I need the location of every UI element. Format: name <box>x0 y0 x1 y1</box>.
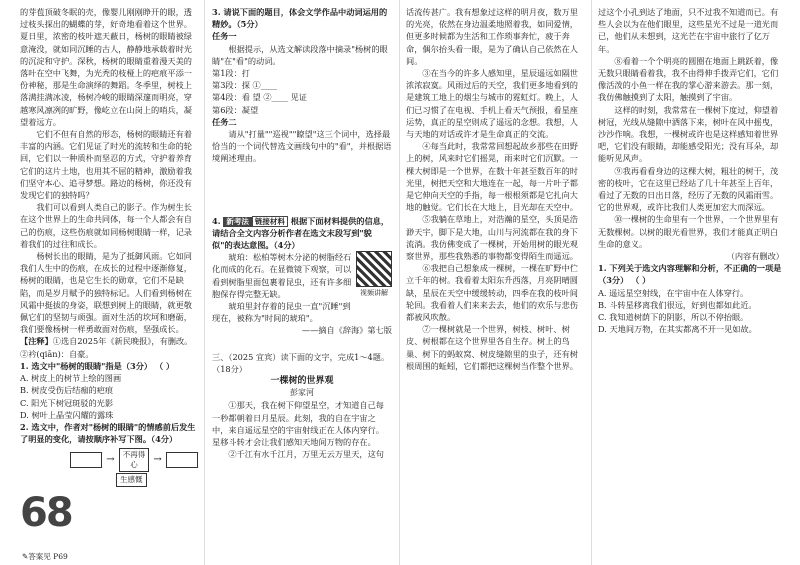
paragraph: ⑤我躺在草地上，对浩瀚的星空，头顶是浩渺天宇，脚下是大地，山川与河流都在我的身下流淌。我仿佛变成了一棵树，开始用树的眼光观察世界，那些我熟悉的事物都变得陌生而遥远。 <box>406 214 578 262</box>
option-d[interactable]: D. 天地间万物，在其实都离不开一见如故。 <box>598 324 757 335</box>
paragraph: ③在当今的许多人感知里，星辰遥远如隔世浓浓寂寞。风雨过后的天空，我们更多地看到的是建筑工地上的烟尘与城市的霓虹灯。晚上，人们已习惯了在电视、手机上看天气预报，看星座运势，真正的星空则成了遥远的念想。我想，人与天地的对话或许才是生命真正的交流。 <box>406 68 578 140</box>
flow-blank[interactable] <box>70 452 102 468</box>
note-2: ②衿(qiān)：自豪。 <box>20 348 94 359</box>
flow-diagram <box>70 448 198 472</box>
arrow-icon: → <box>106 454 115 466</box>
material-source: ——摘自《辞海》第七版 <box>301 325 392 336</box>
source-note: （内容有删改） <box>726 251 784 262</box>
answer-blank[interactable]: （ ） <box>154 360 175 371</box>
paragraph: ⑦一棵树就是一个世界，树枝、树叶、树皮、树根都在这个世界里各自生存。树上的鸟巢、树下的蚂蚁窝、树皮缝隙里的虫子，还有树根周围的蚯蚓，它们都把这棵树当作整个世界。 <box>406 324 578 371</box>
paragraph: 这样的时刻，我常常在一棵树下度过，仰望着树冠，光线从缝隙中洒落下来，树叶在风中摇曳，沙沙作响。我想，一棵树或许也是这样感知着世界吧，它们没有眼睛，却能感受阳光；没有耳朵，却能听见风声。 <box>598 104 779 164</box>
fill-line: 第6段：凝望 <box>212 104 259 115</box>
paragraph: ②千江有水千江月，万里无云万里天，这句 <box>228 449 384 460</box>
arrow-icon: → <box>153 454 162 466</box>
column-3 <box>406 6 584 372</box>
flow-box-1: 不再得心 <box>119 448 150 472</box>
qr-block[interactable] <box>356 251 392 324</box>
fill-line[interactable]: 第3段：探 ①____ <box>212 80 278 91</box>
option-c[interactable]: C. 我知道树荫下的阴影，所以不停抬眼。 <box>598 312 749 323</box>
column-1 <box>20 6 198 490</box>
question-4-text: 根据下面材料提供的信息，请结合全文内容分析作者在选文末段写到"貌似"的表达意图。（4分） <box>212 215 390 251</box>
task-2-label: 任务二 <box>212 116 237 127</box>
question-1 <box>20 360 198 372</box>
answer-ref-text: 答案见 P69 <box>28 552 68 561</box>
paragraph: ⑨我再看看身边的这棵大树，粗壮的树干，茂密的枝叶，它在这里已经站了几十年甚至上百年，看过了无数的日出日落，经历了无数的风霜雨雪。它的世界观，或许比我们人类更加宏大而深远。 <box>598 165 779 213</box>
question-1b <box>598 262 784 286</box>
material-2: 琥珀里封存着的昆虫一直"沉睡"到现在，被称为"时间的琥珀"。 <box>212 301 351 324</box>
question-3: 3. 请说下面的题目，体会文学作品中动词运用的精妙。（5分） <box>212 7 388 30</box>
question-2: 2. 选文中，作者对"杨树的眼睛"的情感前后发生了明显的变化，请按顺序补写下图。（4分） <box>20 421 196 445</box>
task-1-text: 根据提示，从选文解读段落中摘录"杨树的眼睛"在"看"的动词。 <box>212 43 388 66</box>
column-divider <box>591 0 592 565</box>
article-author: 彭家河 <box>290 388 314 398</box>
paragraph: ①那天，我在树下仰望星空，才知道自己每一秒都朝着日月星辰。此刻，我的自在宇宙之中，来自遥远星空的宇宙射线正在人体内穿行。星移斗转才会让我们感知天地间万物的存在。 <box>212 400 384 448</box>
paragraph: 的芽苞顶破冬眠的壳，像婴儿刚刚睁开的眼，透过枝头探出的蝴蝶的芽，好奇地看着这个世界。夏日里，浓密的枝叶遮天蔽日，杨树的眼睛被绿意淹没，就如同沉睡的古人，静静地承载着时光的沉淀和守护。深秋，杨树的眼睛重着漫天美的落叶在空中飞舞，为光秃的枝桠上的疤痕平添一份神秘，那是生命演绎的舞蹈。冬季里，树枝上落满挂满冰凌，杨树冷峻的眼睛深邃而明亮，穿越寒风凛冽的旷野，像屹立在山岗上的哨兵，凝望着远方。 <box>20 7 192 127</box>
flow-box-2: 生感慨 <box>116 473 147 487</box>
note <box>20 335 198 347</box>
option-a[interactable]: A. 遥远星空射线，在宇宙中在人体穿行。 <box>598 287 749 298</box>
new-method-badge: 新考法 <box>223 217 252 227</box>
column-4 <box>598 6 784 335</box>
page-number: 68 <box>20 490 72 536</box>
option-a[interactable]: A. 树皮上的树节上绘的图画 <box>20 373 122 384</box>
article-title: 一棵树的世界观 <box>270 376 334 387</box>
section-3-heading: 三、（2025 宜宾）读下面的文字，完成1～4题。（18分） <box>212 351 390 374</box>
paragraph: ⑧看着一个个明亮的圆圈在地面上跳跃着，像无数只眼睛看着我，我不由得伸手拨弄它们，它们像活泼的小鱼一样在我的掌心游来游去。那一刻，我仿佛触摸到了太阳，触摸到了宇宙。 <box>598 55 779 103</box>
pencil-icon: ✎ <box>22 552 29 561</box>
paragraph: ⑩一棵树的生命里有一个世界，一个世界里有无数棵树。以树的眼光看世界，我们才能真正明白生命的意义。 <box>598 214 779 249</box>
qr-label: 视频讲解 <box>360 289 388 298</box>
option-b[interactable]: B. 树皮受伤后结痂的疤痕 <box>20 385 114 396</box>
paragraph: ④每当此时，我常常回想起故乡那些在田野上的树，风来时它们摇晃，雨来时它们沉默。一棵大树即是一个世界，在数十年甚至数百年的时光里，树把天空和大地连在一起，每一片叶子都是它伸向天空的手指，每一根根须都是它扎向大地的触觉。它们长在大地上，目光却在天空中。 <box>406 141 578 213</box>
paragraph: 话流传甚广。我有想象过这样的明月夜，数万里的光亮，依然在身边温柔地照着我，如同爱情，但更多时候都为生活和工作琐事奔忙，疲于奔命，偶尔抬头看一眼，是为了确认自己依然在人间。 <box>406 7 578 66</box>
fill-line: 第1段：打 <box>212 68 250 79</box>
paragraph: 过这个小孔到达了地面，只不过我不知道而已。有些人会以为在他们眼里，这些星光不过是一道光而已，他们从未想到，这光芒在宇宙中旅行了亿万年。 <box>598 7 779 54</box>
material-block <box>212 251 392 324</box>
question-1-text: 1. 选文中"杨树的眼睛"指是（3分） <box>20 360 153 371</box>
flow-blank[interactable] <box>166 452 198 468</box>
question-4: 4. 新考法 链接材料 根据下面材料提供的信息，请结合全文内容分析作者在选文末段写到"貌似"的表达意图。（4分） <box>212 215 390 251</box>
answer-blank[interactable]: （ ） <box>631 275 651 286</box>
answer-space[interactable] <box>212 165 392 215</box>
task-2-text: 请从"打量""巡视""瞭望"这三个词中，选择最恰当的一个词代替选文画线句中的"看"，并根据语境阐述理由。 <box>212 129 392 164</box>
answer-ref <box>22 551 68 562</box>
fill-line[interactable]: 第4段：看 望 ②____ 见证 <box>212 92 307 103</box>
flow-diagram-row2 <box>116 473 198 487</box>
task-1-label: 任务一 <box>212 31 237 42</box>
option-d[interactable]: D. 树叶上晶莹闪耀的露珠 <box>20 409 114 420</box>
material-1: 琥珀：松柏等树木分泌的树脂经石化而成的化石。在显微镜下观察，可以看到树脂里面包裹着昆虫，还有许多细胞保存得完整无缺。 <box>212 252 352 299</box>
column-divider <box>399 0 400 565</box>
note-label: 【注释】 <box>20 336 53 347</box>
paragraph: 它们不但有自然的形态，杨树的眼睛还有着丰富的内涵。它们见证了时光的流转和生命的轮回，它们以一种质朴而坚忍的方式，守护着养育它们的这片土地，也用其不屈的精神，激励着我们坚守本心、追寻梦想。路边的杨树，你还没有发现它们的独特吗？ <box>20 129 192 201</box>
paragraph: 杨树长出的眼睛，是为了抵御风雨。它如同我们人生中的伤痕，在成长的过程中逐渐修复，杨树的眼睛，也是它生长的勋章，它们不是缺陷，而是岁月赋予的独特标记。人们看到杨树在风霜中挺拔的身姿，联想到树上的眼睛，就更敬佩它们的坚韧与顽强。面对生活的坎坷和磨砺，我们要像杨树一样勇敢面对伤痕，坚强成长。 <box>20 251 192 335</box>
column-divider <box>204 0 205 565</box>
option-c[interactable]: C. 阳光下树冠斑驳的光影 <box>20 397 114 408</box>
qr-code-icon[interactable] <box>356 251 392 287</box>
option-b[interactable]: B. 斗转星移离我们很远，好到也都如此近。 <box>598 299 757 310</box>
paragraph: 我们可以看到人类自己的影子。作为树生长在这个世界上的生命共同体，每一个人都会有自己的伤痕，这些伤痕就如同杨树眼睛一样，记录着我们的过往和成长。 <box>20 202 192 249</box>
column-2 <box>212 6 392 461</box>
material-text <box>212 251 352 324</box>
link-material-badge: 链接材料 <box>252 216 288 227</box>
answer-space[interactable] <box>212 337 392 351</box>
paragraph: ⑥我把自己想象成一棵树，一棵在旷野中伫立千年的树。我看着太阳东升西落，月亮阴晴圆缺，星辰在天空中缓缓转动，四季在我的枝叶间轮回。我看着人们来来去去，他们的欢乐与悲伤都被风吹散。 <box>406 263 578 323</box>
question-1b-text: 1. 下列关于选文内容理解和分析，不正确的一项是（3分） <box>598 263 782 286</box>
note-1: ①选自2025年《新民晚报》，有删改。 <box>52 336 193 347</box>
